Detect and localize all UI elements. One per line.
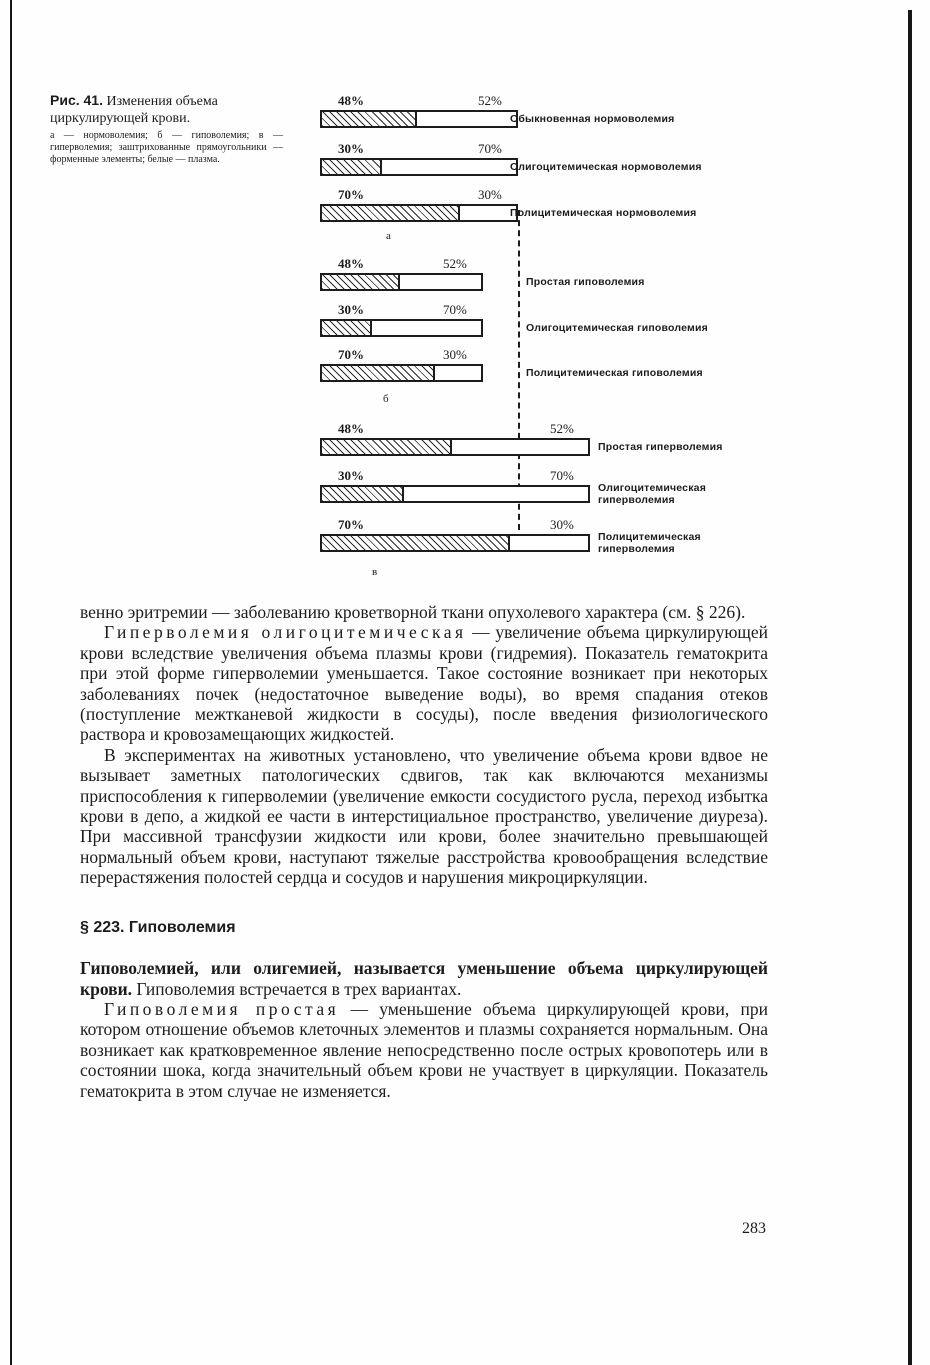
hypervolemia-oligocythemic-label: Олигоцитемическая гиперволемия bbox=[598, 482, 707, 506]
hypovolemia-oligocythemic-label: Олигоцитемическая гиповолемия bbox=[526, 322, 708, 334]
section-heading: § 223. Гиповолемия bbox=[80, 918, 236, 936]
normovolemia-oligocythemic-label: Олигоцитемическая нормоволемия bbox=[510, 161, 702, 173]
normovolemia-ordinary-cells-percent: 48% bbox=[338, 93, 364, 108]
hypovolemia-oligocythemic-cells-percent: 30% bbox=[338, 302, 364, 317]
body-text bbox=[80, 602, 768, 1101]
hypervolemia-oligocythemic-bar bbox=[320, 485, 590, 503]
normovolemia-polycythemic-plasma-percent: 30% bbox=[478, 187, 502, 202]
hypovolemia-polycythemic-label: Полицитемическая гиповолемия bbox=[526, 367, 703, 379]
paragraph-oligocythemic-hypervolemia bbox=[80, 622, 768, 744]
hypervolemia-oligocythemic-plasma-percent: 70% bbox=[550, 468, 574, 483]
hypervolemia-oligocythemic-cells-segment bbox=[322, 487, 404, 501]
paragraph-text: Гиповолемия встречается в трех вариантах. bbox=[132, 978, 462, 999]
hypovolemia-oligocythemic-cells-segment bbox=[322, 321, 372, 335]
page-number: 283 bbox=[742, 1220, 766, 1237]
group-letter-1: б bbox=[383, 393, 389, 405]
normovolemia-ordinary-cells-segment bbox=[322, 112, 417, 126]
figure-dashed-divider bbox=[518, 210, 520, 530]
term-simple-hypovolemia: Гиповолемия простая bbox=[104, 998, 340, 1019]
hypervolemia-polycythemic-plasma-percent: 30% bbox=[550, 517, 574, 532]
hypovolemia-polycythemic-cells-segment bbox=[322, 366, 435, 380]
hypervolemia-oligocythemic-cells-percent: 30% bbox=[338, 468, 364, 483]
caption-title bbox=[50, 92, 283, 127]
normovolemia-ordinary-plasma-percent: 52% bbox=[478, 93, 502, 108]
hypervolemia-polycythemic-bar bbox=[320, 534, 590, 552]
hypovolemia-simple-cells-percent: 48% bbox=[338, 256, 364, 271]
paragraph-text: — увеличение объема циркулирующей крови вследствие увеличения объема плазмы крови (гидремия). Показатель гематокрита при этой форме гиперволемии уменьшается. Такое состояние возникает при некоторых заболеваниях почек (недостаточное выведение воды), во время спадания отеков (поступление межтканевой жидкости в сосуды), после введения физиологического раствора и кровозамещающих жидкостей. bbox=[80, 622, 768, 745]
scan-edge-right bbox=[908, 10, 912, 1365]
caption-legend: а — нормоволемия; б — гиповолемия; в — гиперволемия; заштрихованные прямоугольники — форменные элементы; белые — плазма. bbox=[50, 130, 283, 165]
hypovolemia-polycythemic-cells-percent: 70% bbox=[338, 347, 364, 362]
term-oligocythemic-hypervolemia: Гиперволемия олигоцитемическая bbox=[104, 622, 467, 643]
hypovolemia-polycythemic-bar bbox=[320, 364, 483, 382]
normovolemia-oligocythemic-plasma-percent: 70% bbox=[478, 141, 502, 156]
hypovolemia-polycythemic-plasma-percent: 30% bbox=[443, 347, 467, 362]
paragraph-hypovolemia-definition bbox=[80, 958, 768, 999]
hypovolemia-simple-plasma-percent: 52% bbox=[443, 256, 467, 271]
caption-number: Рис. 41. bbox=[50, 92, 103, 108]
scan-edge-left bbox=[10, 0, 12, 1365]
paragraph-experiments: В экспериментах на животных установлено, что увеличение объема крови вдвое не вызывает заметных патологических сдвигов, так как включаются механизмы приспособления к гиперволемии (увеличение емкости сосудистого русла, переход избытка крови в депо, а жидкой ее части в интерстициальное пространство, увеличение диуреза). При массивной трансфузии жидкости или крови, более значительно превышающей нормальный объем крови, наступают тяжелые расстройства кровообращения вследствие перерастяжения полостей сердца и сосудов и нарушения микроциркуляции. bbox=[80, 744, 768, 888]
hypervolemia-simple-cells-percent: 48% bbox=[338, 421, 364, 436]
paragraph-simple-hypovolemia bbox=[80, 999, 768, 1101]
normovolemia-oligocythemic-cells-percent: 30% bbox=[338, 141, 364, 156]
hypovolemia-oligocythemic-plasma-percent: 70% bbox=[443, 302, 467, 317]
normovolemia-polycythemic-cells-percent: 70% bbox=[338, 187, 364, 202]
definition-bold: Гиповолемией, или олигемией, называется уменьшение объема циркулирующей крови. bbox=[80, 958, 768, 999]
hypervolemia-simple-plasma-percent: 52% bbox=[550, 421, 574, 436]
hypervolemia-simple-cells-segment bbox=[322, 440, 452, 454]
normovolemia-oligocythemic-cells-segment bbox=[322, 160, 382, 174]
caption-title-text: Изменения объема циркулирующей крови. bbox=[50, 94, 218, 126]
normovolemia-polycythemic-bar bbox=[320, 204, 518, 222]
normovolemia-polycythemic-label: Полицитемическая нормоволемия bbox=[510, 207, 697, 219]
hypervolemia-polycythemic-cells-segment bbox=[322, 536, 510, 550]
normovolemia-oligocythemic-bar bbox=[320, 158, 518, 176]
group-letter-0: а bbox=[386, 230, 391, 242]
normovolemia-ordinary-bar bbox=[320, 110, 518, 128]
paragraph-text: — уменьшение объема циркулирующей крови, при котором отношение объемов клеточных элементов и плазмы сохраняется нормальным. Она возникает как кратковременное явление непосредственно после острых кровопотерь или в состоянии шока, когда значительный объем крови не участвует в циркуляции. Показатель гематокрита в этом случае не изменяется. bbox=[80, 998, 768, 1101]
hypervolemia-simple-bar bbox=[320, 438, 590, 456]
hypovolemia-oligocythemic-bar bbox=[320, 319, 483, 337]
group-letter-2: в bbox=[372, 566, 378, 578]
hypervolemia-simple-label: Простая гиперволемия bbox=[598, 441, 723, 453]
figure-caption bbox=[50, 92, 283, 166]
blood-volume-figure bbox=[300, 88, 820, 588]
hypovolemia-simple-bar bbox=[320, 273, 483, 291]
paragraph-continuation: венно эритремии — заболеванию кроветворной ткани опухолевого характера (см. § 226). bbox=[80, 602, 746, 622]
normovolemia-polycythemic-cells-segment bbox=[322, 206, 460, 220]
hypovolemia-simple-label: Простая гиповолемия bbox=[526, 276, 645, 288]
hypovolemia-simple-cells-segment bbox=[322, 275, 400, 289]
hypervolemia-polycythemic-cells-percent: 70% bbox=[338, 517, 364, 532]
hypervolemia-polycythemic-label: Полицитемическая гиперволемия bbox=[598, 531, 701, 555]
normovolemia-ordinary-label: Обыкновенная нормоволемия bbox=[510, 113, 675, 125]
